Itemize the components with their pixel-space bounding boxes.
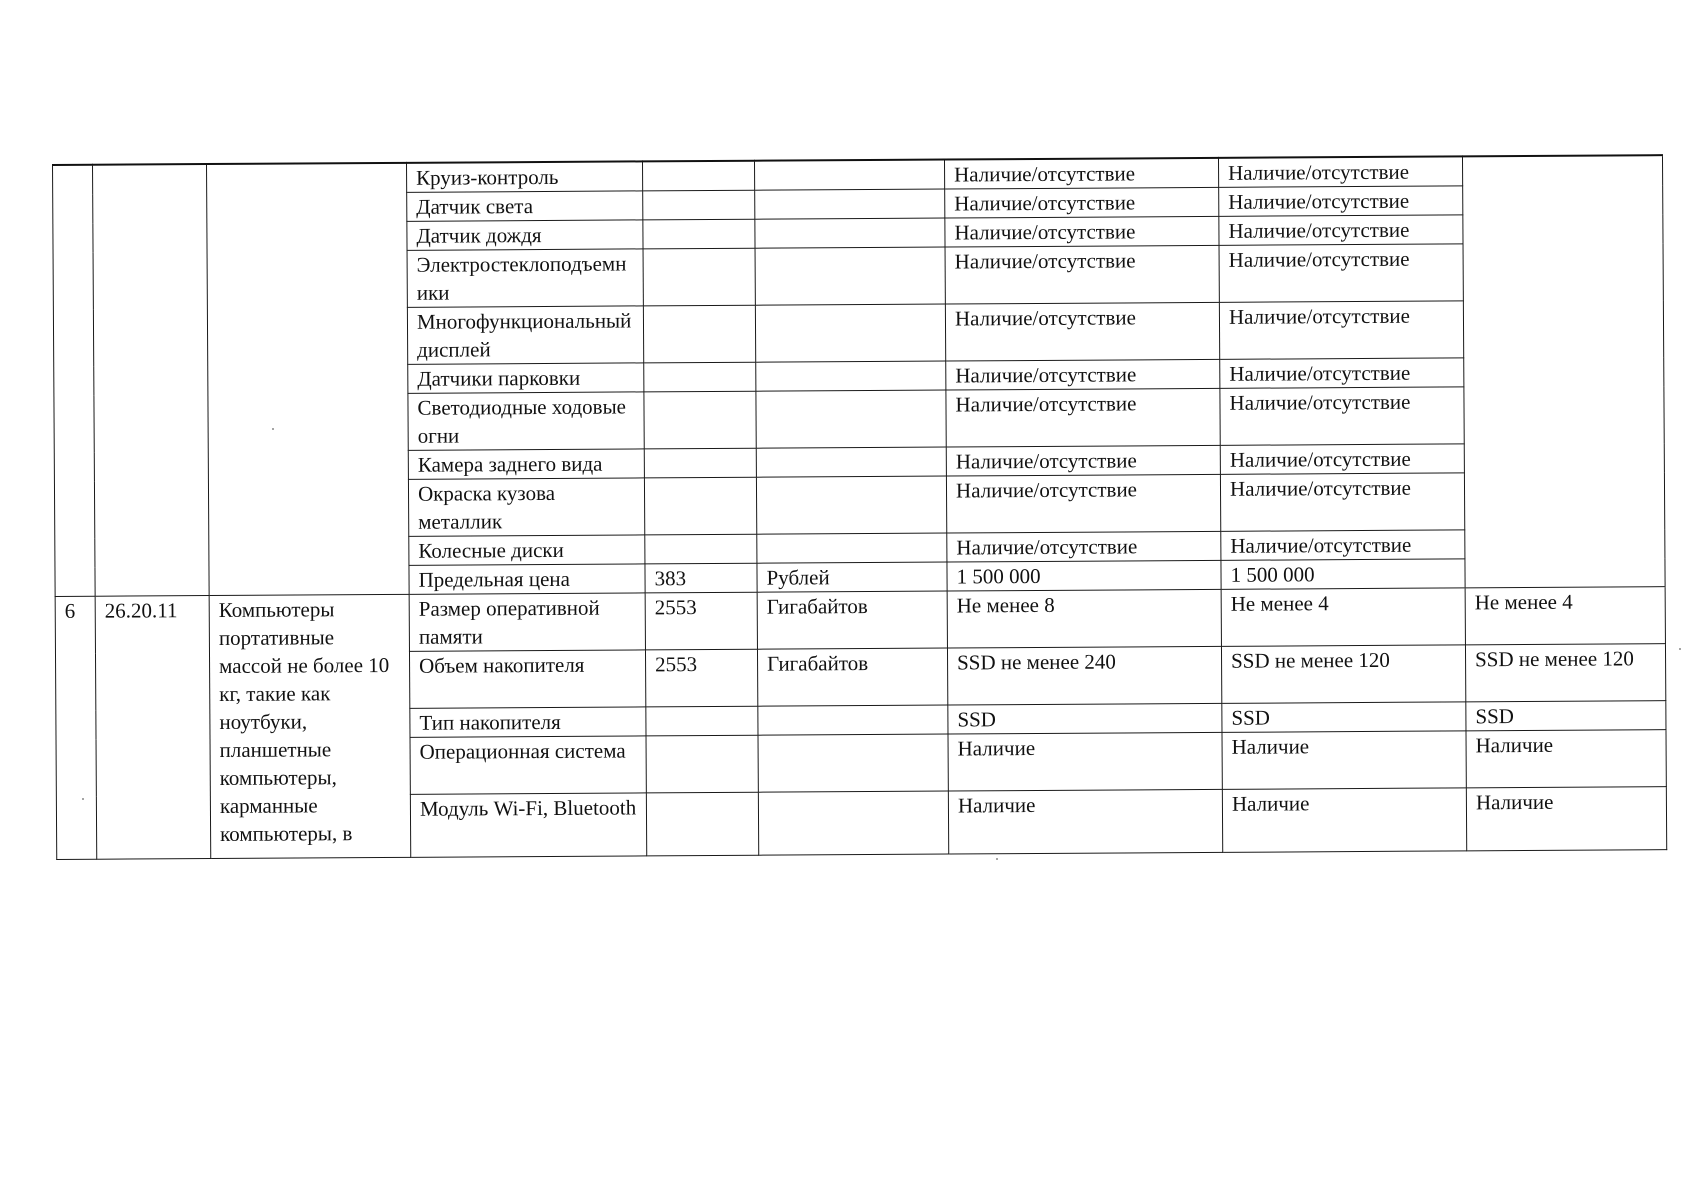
characteristic-name: Многофункциональный дисплей (407, 306, 643, 364)
characteristic-name: Электростеклоподъемники (407, 249, 643, 307)
characteristic-name: Окраска кузова металлик (408, 478, 644, 536)
value-group-3: Наличие (1466, 730, 1666, 788)
item-number: 6 (55, 596, 97, 859)
unit-name (755, 218, 945, 248)
value-group-2: Наличие/отсутствие (1219, 244, 1463, 302)
unit-name (756, 476, 946, 534)
characteristic-name: Модуль Wi-Fi, Bluetooth (410, 793, 646, 857)
value-group-2: Наличие/отсутствие (1221, 530, 1465, 560)
value-group-1: Наличие/отсутствие (945, 245, 1219, 304)
unit-name (755, 189, 945, 219)
value-group-2: Наличие/отсутствие (1219, 215, 1463, 245)
scan-speck (82, 798, 84, 800)
unit-name: Рублей (757, 562, 947, 592)
okei-code (646, 735, 758, 793)
unit-name (758, 705, 948, 735)
specification-table (52, 154, 1667, 860)
value-group-2: Наличие/отсутствие (1218, 156, 1462, 187)
okpd2-code: 26.20.11 (95, 596, 211, 860)
document-page (52, 154, 1666, 860)
okei-code: 383 (645, 563, 757, 593)
okei-code (643, 219, 755, 249)
okei-code (643, 190, 755, 220)
okpd2-cell-empty (93, 164, 210, 596)
unit-name: Гигабайтов (757, 648, 947, 706)
value-group-3: SSD (1466, 701, 1666, 731)
unit-name: Гигабайтов (757, 591, 947, 649)
okei-code: 2553 (645, 649, 757, 707)
value-group-1: 1 500 000 (947, 560, 1221, 591)
okei-code (644, 477, 756, 535)
characteristic-name: Круиз-контроль (406, 161, 642, 192)
value-group-1: Наличие/отсутствие (946, 359, 1220, 390)
characteristic-name: Датчик света (407, 191, 643, 221)
item-number-cell-empty (53, 165, 96, 597)
value-group-1: Наличие (948, 789, 1222, 854)
unit-name (758, 791, 948, 855)
value-group-2: SSD (1222, 702, 1466, 732)
value-group-2: Наличие/отсутствие (1220, 473, 1464, 531)
unit-name (754, 160, 944, 191)
value-group-1: Наличие/отсутствие (945, 187, 1219, 218)
scan-speck (272, 428, 274, 430)
value-group-1: Наличие (948, 732, 1222, 791)
value-group-2: Наличие (1222, 788, 1466, 852)
unit-name (756, 447, 946, 477)
characteristic-name: Объем накопителя (409, 650, 645, 708)
value-group-3: SSD не менее 120 (1465, 644, 1665, 702)
characteristic-name: Размер оперативной памяти (409, 593, 645, 651)
unit-name (757, 533, 947, 563)
okei-code (646, 792, 758, 856)
value-group-2: Не менее 4 (1221, 588, 1465, 646)
value-group-2: Наличие/отсутствие (1220, 444, 1464, 474)
characteristic-name: Датчики парковки (408, 363, 644, 393)
characteristic-name: Предельная цена (409, 564, 645, 594)
value-group-1: SSD не менее 240 (947, 646, 1221, 705)
unit-name (756, 361, 946, 391)
value-group-3: Наличие (1466, 787, 1666, 851)
okei-code (643, 305, 755, 363)
characteristic-name: Тип накопителя (410, 707, 646, 737)
value-group-1: Наличие/отсутствие (944, 158, 1218, 189)
scan-speck (1679, 648, 1681, 650)
okei-code (644, 448, 756, 478)
value-group-2: Наличие/отсутствие (1219, 301, 1463, 359)
value-group-1: Не менее 8 (947, 589, 1221, 648)
value-group-2: 1 500 000 (1221, 559, 1465, 589)
unit-name (758, 734, 948, 792)
value-group-1: Наличие/отсутствие (946, 388, 1220, 447)
value-group-1: Наличие/отсутствие (946, 474, 1220, 533)
value-group-1: Наличие/отсутствие (947, 531, 1221, 562)
value-group-1: Наличие/отсутствие (945, 216, 1219, 247)
unit-name (756, 390, 946, 448)
table-row (55, 587, 1665, 654)
okei-code (644, 362, 756, 392)
description-cell-empty (207, 163, 410, 596)
okei-code: 2553 (645, 592, 757, 650)
value-group-2: SSD не менее 120 (1221, 645, 1465, 703)
characteristic-name: Светодиодные ходовые огни (408, 392, 644, 450)
okei-code (645, 534, 757, 564)
okei-code (643, 248, 755, 306)
value-group-1: Наличие/отсутствие (945, 302, 1219, 361)
okei-code (642, 161, 754, 191)
scan-speck (996, 858, 998, 860)
value-group-1: Наличие/отсутствие (946, 445, 1220, 476)
value-group-2: Наличие (1222, 731, 1466, 789)
value-group-3-empty (1462, 155, 1665, 588)
value-group-1: SSD (948, 703, 1222, 734)
unit-name (755, 304, 945, 362)
value-group-2: Наличие/отсутствие (1220, 358, 1464, 388)
characteristic-name: Операционная система (410, 736, 646, 794)
value-group-3: Не менее 4 (1465, 587, 1665, 645)
characteristic-name: Датчик дождя (407, 220, 643, 250)
unit-name (755, 247, 945, 305)
okei-code (646, 706, 758, 736)
okei-code (644, 391, 756, 449)
characteristic-name: Камера заднего вида (408, 449, 644, 479)
characteristic-name: Колесные диски (409, 535, 645, 565)
value-group-2: Наличие/отсутствие (1220, 387, 1464, 445)
item-description: Компьютеры портативные массой не более 10 кг, такие как ноутбуки, планшетные компьютеры, карманные компьютеры, в (209, 594, 411, 858)
value-group-2: Наличие/отсутствие (1219, 186, 1463, 216)
